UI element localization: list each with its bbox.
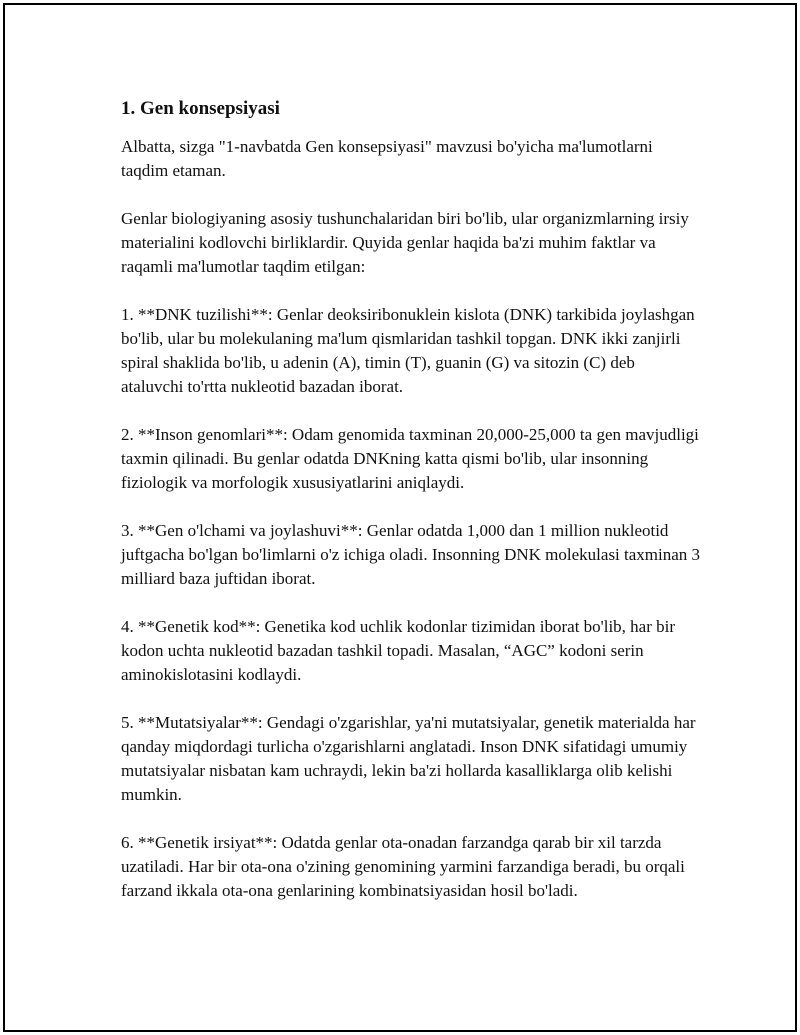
intro-paragraph: Albatta, sizga "1-navbatda Gen konsepsiyasi" mavzusi bo'yicha ma'lumotlarni taqdim etaman.: [121, 137, 653, 180]
list-item-mutatsiyalar: 5. **Mutatsiyalar**: Gendagi o'zgarishlar, ya'ni mutatsiyalar, genetik materialda har qanday miqdordagi turlicha o'zgarishlarni anglatadi. Inson DNK sifatidagi umumiy mutatsiyalar nisbatan kam uchraydi, lekin ba'zi hollarda kasalliklarga olib kelishi mumkin.: [121, 713, 696, 804]
list-item-inson-genomlari: 2. **Inson genomlari**: Odam genomida taxminan 20,000-25,000 ta gen mavjudligi taxmin qilinadi. Bu genlar odatda DNKning katta qismi bo'lib, ular insonning fiziologik va morfologik xususiyatlarini aniqlaydi.: [121, 425, 699, 492]
document-body: [121, 97, 701, 927]
lead-paragraph: Genlar biologiyaning asosiy tushunchalaridan biri bo'lib, ular organizmlarning irsiy materialini kodlovchi birliklardir. Quyida genlar haqida ba'zi muhim faktlar va raqamli ma'lumotlar taqdim etilgan:: [121, 209, 689, 276]
list-item-gen-olchami: 3. **Gen o'lchami va joylashuvi**: Genlar odatda 1,000 dan 1 million nukleotid juftgacha bo'lgan bo'limlarni o'z ichiga oladi. Insonning DNK molekulasi taxminan 3 milliard baza juftidan iborat.: [121, 521, 701, 588]
document-title: 1. Gen konsepsiyasi: [121, 98, 280, 119]
list-item-dnk-tuzilishi: 1. **DNK tuzilishi**: Genlar deoksiribonuklein kislota (DNK) tarkibida joylashgan bo'lib, ular bu molekulaning ma'lum qismlaridan tashkil topgan. DNK ikki zanjirli spiral shaklida bo'lib, u adenin (A), timin (T), guanin (G) va sitozin (C) deb ataluvchi to'rtta nukleotid bazadan iborat.: [121, 305, 695, 396]
list-item-genetik-kod: 4. **Genetik kod**: Genetika kod uchlik kodonlar tizimidan iborat bo'lib, har bir kodon uchta nukleotid bazadan tashkil topadi. Masalan, “AGC” kodoni serin aminokislotasini kodlaydi.: [121, 617, 676, 684]
list-item-genetik-irsiyat: 6. **Genetik irsiyat**: Odatda genlar ota-onadan farzandga qarab bir xil tarzda uzatiladi. Har bir ota-ona o'zining genomining yarmini farzandiga beradi, bu orqali farzand ikkala ota-ona genlarining kombinatsiyasidan hosil bo'ladi.: [121, 833, 685, 900]
page-frame: [3, 3, 797, 1032]
